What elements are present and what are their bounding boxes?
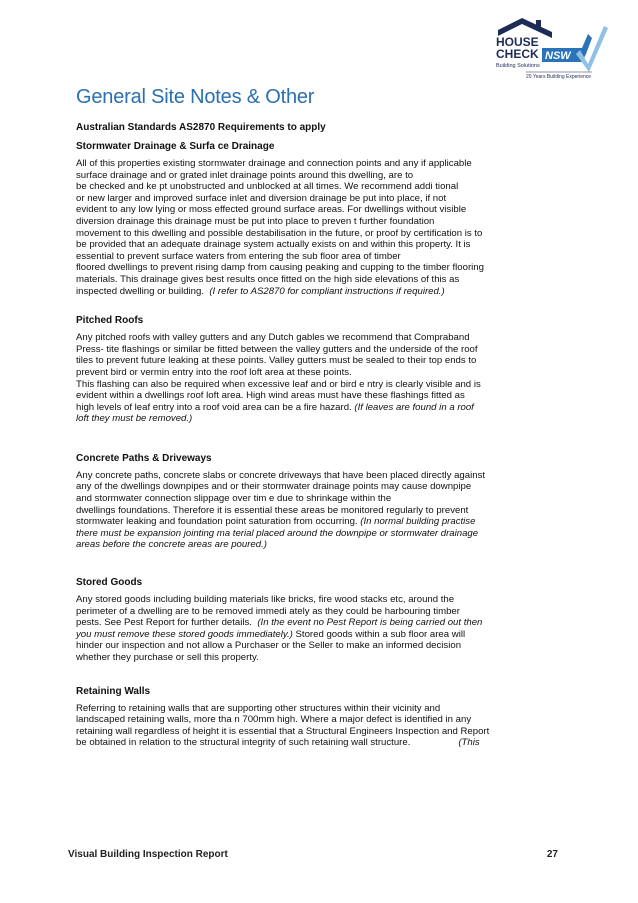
italic-note: (In normal building practise (360, 516, 476, 528)
text-line: Press- tite flashings or similar be fitted between the valley gutters and the underside of the roof (76, 343, 478, 355)
text-line: movement to this dwelling and possible destabilisation in the future, or proof by certification is to (76, 227, 483, 239)
text-segment: stormwater leaking and foundation point saturation from occurring. (76, 516, 358, 528)
text-line: materials. This drainage gives best results once fitted on the high side elevations of this as (76, 273, 460, 285)
document-body (76, 122, 566, 749)
text-segment: inspected dwelling or building. (76, 285, 204, 297)
text-line (76, 737, 566, 749)
italic-note: (In the event no Pest Report is being carried out then (257, 617, 483, 629)
italic-line: there must be expansion jointing ma terial placed around the downpipe or stormwater drainage (76, 527, 479, 539)
section-paragraph (76, 703, 566, 749)
logo-tagline-text: Building Solutions (496, 63, 540, 69)
text-line: any of the dwellings downpipes and or their stormwater drainage points may cause downpipe (76, 481, 472, 493)
text-segment: high levels of leaf entry into a roof void area can be a fire hazard. (76, 401, 352, 413)
house-check-logo (492, 14, 612, 84)
text-line: evident within a dwellings roof loft area. High wind areas must have these flashings fitted as (76, 390, 465, 402)
section-retaining-walls (76, 686, 566, 749)
section-heading: Pitched Roofs (76, 315, 144, 327)
text-line: essential to prevent surface waters from entering the sub floor area of timber (76, 250, 401, 262)
section-pitched-roofs (76, 315, 566, 425)
text-line (76, 286, 566, 298)
section-heading: Stormwater Drainage & Surfa ce Drainage (76, 141, 275, 152)
italic-note: (I refer to AS2870 for compliant instructions if required.) (209, 285, 445, 297)
section-heading: Stored Goods (76, 577, 143, 589)
text-line: Any stored goods including building materials like bricks, fire wood stacks etc, around the (76, 594, 455, 606)
text-line: and stormwater connection slippage over tim e due to shrinkage within the (76, 493, 392, 505)
logo-nsw-text: NSW (545, 50, 571, 62)
text-segment: pests. See Pest Report for further details. (76, 617, 252, 629)
text-line: tiles to prevent future leaking at these points. Valley gutters must be sealed to their top ends to (76, 355, 477, 367)
logo-house-text: HOUSE (496, 35, 539, 49)
text-line: surface drainage and or grated inlet drainage points around this dwelling, are to (76, 169, 414, 181)
text-line: be checked and ke pt unobstructed and unblocked at all times. We recommend addi tional (76, 181, 459, 193)
section-paragraph (76, 332, 566, 425)
section-concrete-paths (76, 453, 566, 551)
italic-line: areas before the concrete areas are poured.) (76, 539, 267, 551)
italic-note: you must remove these stored goods immediately.) (76, 628, 293, 640)
text-line: This flashing can also be required when excessive leaf and or bird e ntry is clearly visible and is (76, 378, 481, 390)
section-stored-goods (76, 577, 566, 664)
text-line: retaining wall regardless of height it is essential that a Structural Engineers Inspection and Report (76, 725, 490, 737)
text-line: diversion drainage this drainage must be put into place to preven t further foundation (76, 215, 435, 227)
footer-page-number: 27 (546, 849, 558, 860)
text-line: Any concrete paths, concrete slabs or concrete driveways that have been placed directly against (76, 469, 486, 481)
section-paragraph (76, 470, 566, 551)
text-line (76, 617, 566, 629)
footer-report-title: Visual Building Inspection Report (68, 849, 228, 860)
standards-heading: Australian Standards AS2870 Requirements to apply (76, 122, 326, 133)
text-line: be provided that an adequate drainage system actually exists on and within this property. It is (76, 239, 471, 251)
house-check-logo-graphic (492, 14, 612, 84)
text-line: whether they purchase or sell this property. (76, 652, 259, 663)
text-line (76, 516, 566, 528)
section-heading: Retaining Walls (76, 685, 151, 697)
logo-check-text: CHECK (496, 47, 539, 61)
text-line (76, 402, 566, 414)
text-line: perimeter of a dwelling are to be removed immedi ately as they could be harbouring timber (76, 605, 460, 617)
text-segment: be obtained in relation to the structural integrity of such retaining wall structure. (76, 737, 411, 749)
text-line: Any pitched roofs with valley gutters and any Dutch gables we recommend that Compraband (76, 332, 470, 344)
text-segment: Stored goods within a sub floor area will (292, 628, 466, 640)
section-paragraph (76, 158, 566, 297)
section-paragraph (76, 594, 566, 664)
chimney-shape (536, 20, 541, 29)
text-line: prevent bird or vermin entry into the roof loft area at these points. (76, 366, 352, 378)
italic-line: loft they must be removed.) (76, 413, 193, 425)
italic-note: (This (410, 737, 480, 749)
text-line: Referring to retaining walls that are supporting other structures within their vicinity and (76, 702, 441, 714)
logo-experience-text: 20 Years Building Experience (526, 74, 592, 80)
text-line: dwellings foundations. Therefore it is essential these areas be monitored regularly to prevent (76, 504, 469, 516)
italic-note: (If leaves are found in a roof (354, 401, 474, 413)
page-title: General Site Notes & Other (76, 86, 315, 108)
text-line: or new larger and improved surface inlet and diversion drainage be put into place, if not (76, 192, 447, 204)
text-line: All of this properties existing stormwater drainage and connection points and any if applicable (76, 158, 472, 169)
section-stormwater (76, 141, 566, 297)
text-line: evident to any low lying or moss effected ground surface areas. For dwellings without visible (76, 204, 467, 216)
text-line (76, 629, 566, 641)
section-heading: Concrete Paths & Driveways (76, 452, 212, 464)
text-line: hinder our inspection and not allow a Purchaser or the Seller to make an informed decision (76, 640, 462, 652)
text-line: floored dwellings to prevent rising damp from causing peaking and cupping to the timber flooring (76, 262, 484, 274)
text-line: landscaped retaining walls, more tha n 700mm high. Where a major defect is identified in any (76, 714, 472, 726)
